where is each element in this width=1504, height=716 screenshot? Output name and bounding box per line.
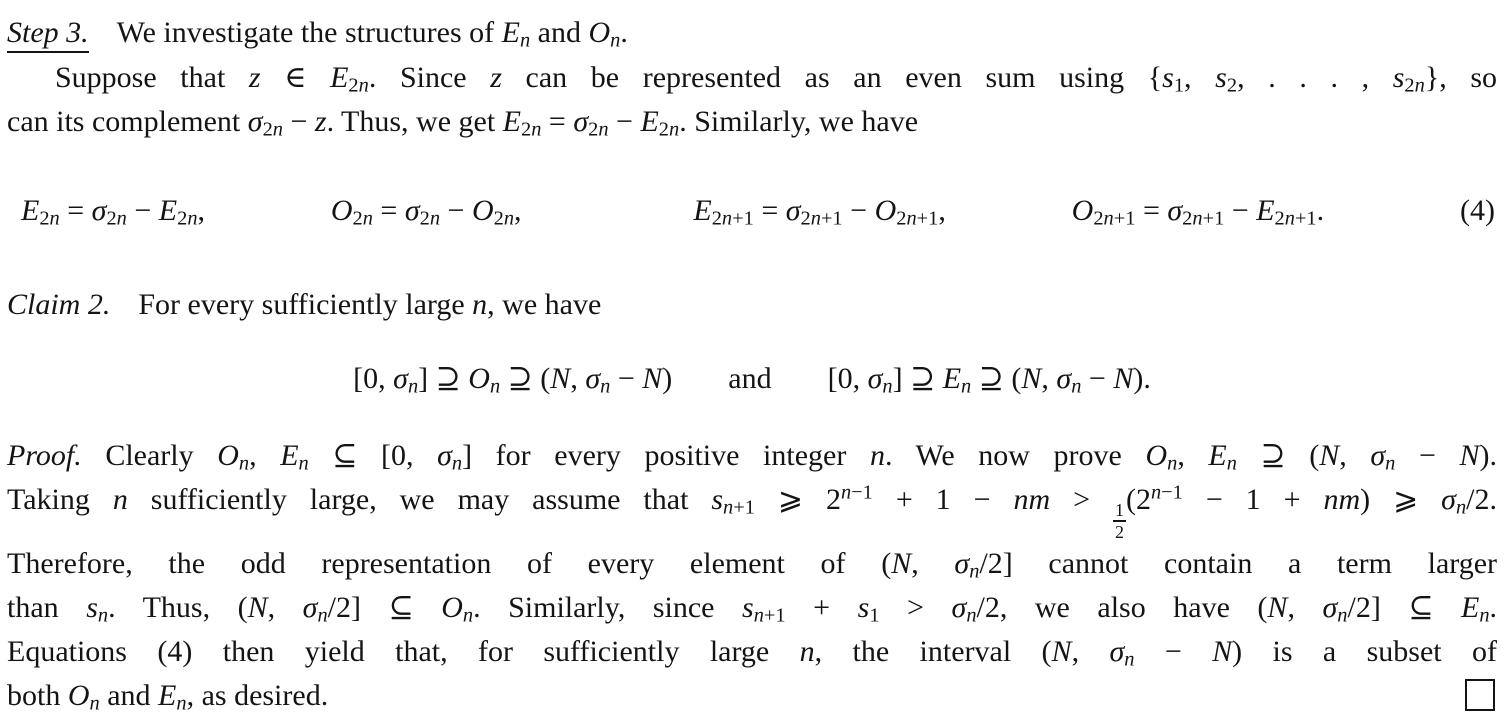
step-label: Step 3. bbox=[7, 16, 89, 53]
claim-heading bbox=[7, 282, 1497, 328]
proof-paragraph bbox=[7, 434, 1497, 716]
qed-icon bbox=[1465, 679, 1495, 711]
claim-label: Claim 2. bbox=[7, 288, 111, 321]
paragraph-line-1: Suppose that z ∈ $E_{2n}$. Since z can be represented as an even sum using {$s_1$, $s_2$, . . . , $s_{2n}$}, so bbox=[55, 61, 1498, 97]
paragraph-line-2: can its complement $\sigma_{2n} - z$. Thus, we get $E_{2n} = \sigma_{2n} - E_{2n}$. Similarly, we have bbox=[7, 105, 919, 141]
proof-line-6-text: both $O_n$ and $E_n$, as desired. bbox=[7, 679, 329, 715]
proof-line-5: Equations (4) then yield that, for sufficiently large n, the interval (N, $\sigma_n - N$) is a subset of bbox=[7, 635, 1497, 671]
and-connector: and bbox=[728, 362, 772, 395]
equation-term-4: $O_{2n+1} = \sigma_{2n+1} - E_{2n+1}$. bbox=[1071, 194, 1325, 230]
proof-line-3: Therefore, the odd representation of every element of (N, $\sigma_n/2$] cannot contain a term larger bbox=[7, 547, 1498, 583]
proof-line-2: Taking n sufficiently large, we may assume that $s_{n+1}$ ⩾ $2^{n-1} + 1$ − nm > $\frac{1}{2}$ $(2^{n-1} - 1 + nm)$ ⩾ $\sigma_n/2$. bbox=[7, 481, 1498, 542]
proof-line-1: Proof. Clearly $O_n$, $E_n$ ⊆ [0, $\sigma_n$] for every positive integer n. We now prove $O_n$, $E_n$ ⊇ (N, $\sigma_n - N$). bbox=[7, 439, 1497, 475]
proof-line-4: than $s_n$. Thus, (N, $\sigma_n/2$] ⊆ $O_n$. Similarly, since $s_{n+1} + s_1 > \sigma_n/2$, we also have (N, $\sigma_n/2$] ⊆ $E_n$. bbox=[7, 591, 1498, 627]
equation-number: (4) bbox=[1459, 194, 1495, 227]
step-heading bbox=[7, 10, 1497, 56]
equation-term-3: $E_{2n+1} = \sigma_{2n+1} - O_{2n+1}$, bbox=[693, 194, 946, 230]
proof-line-6 bbox=[7, 674, 1497, 716]
equation-term-2: $O_{2n} = \sigma_{2n} - O_{2n}$, bbox=[330, 194, 522, 230]
claim-heading-text: For every sufficiently large n, we have bbox=[138, 288, 602, 321]
equation-4 bbox=[7, 184, 1497, 238]
step-heading-text: We investigate the structures of $E_n$ and $O_n$. bbox=[116, 16, 628, 52]
equation-term-1: $E_{2n} = \sigma_{2n} - E_{2n}$, bbox=[21, 194, 206, 230]
claim-display bbox=[7, 354, 1497, 404]
claim-display-left: [0, $\sigma_n$] ⊇ $O_n$ ⊇ (N, $\sigma_n - N$) bbox=[353, 362, 673, 398]
claim-display-right: [0, $\sigma_n$] ⊇ $E_n$ ⊇ (N, $\sigma_n - N$). bbox=[827, 362, 1151, 398]
